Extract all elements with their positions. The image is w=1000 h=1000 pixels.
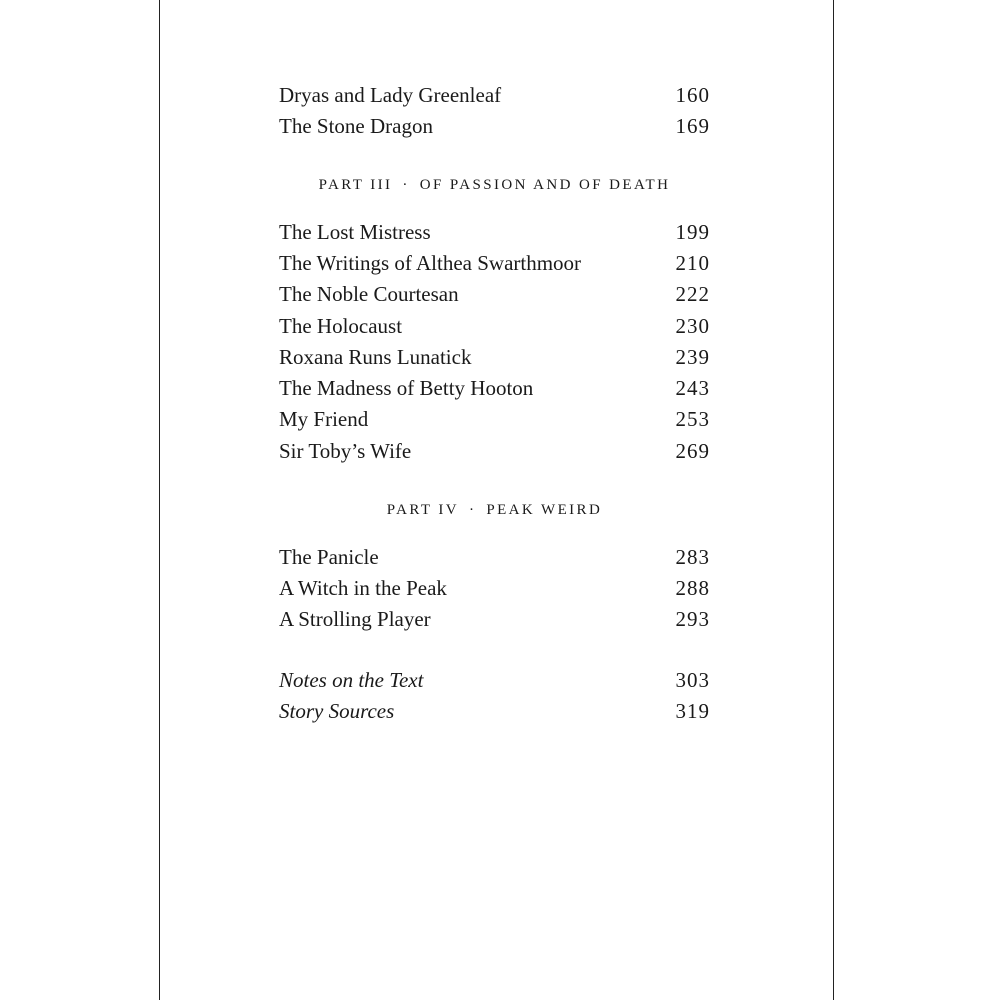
toc-entry-back-matter[interactable] [279, 696, 710, 726]
toc-entry-title: The Holocaust [279, 314, 403, 338]
toc-entry[interactable] [279, 342, 710, 372]
toc-entry-page: 288 [675, 576, 710, 600]
part-label: PART IV [386, 502, 459, 518]
toc-entry-title: My Friend [279, 407, 369, 431]
part-heading-4 [279, 498, 710, 522]
toc-entry-title: Roxana Runs Lunatick [279, 345, 472, 369]
toc-entry[interactable] [279, 373, 710, 403]
toc-entry-title: Notes on the Text [279, 668, 424, 692]
toc-entry-page: 269 [675, 439, 710, 463]
toc-entry[interactable] [279, 404, 710, 434]
toc-entry-title: The Stone Dragon [279, 114, 433, 138]
toc-entry-title: Story Sources [279, 699, 395, 723]
toc-entry-page: 303 [675, 668, 710, 692]
part-separator: · [468, 502, 477, 518]
part-separator: · [402, 177, 410, 193]
toc-entry-page: 319 [675, 699, 710, 723]
toc-entry-title: Dryas and Lady Greenleaf [279, 83, 502, 107]
toc-entry[interactable] [279, 248, 710, 278]
toc-entry-page: 199 [675, 220, 710, 244]
part-title: PEAK WEIRD [486, 502, 603, 518]
toc-entry-page: 283 [675, 545, 710, 569]
toc-entry-page: 253 [675, 407, 710, 431]
toc-entry[interactable] [279, 311, 710, 341]
toc-entry-title: Sir Toby’s Wife [279, 439, 412, 463]
part-label: PART III [318, 177, 393, 193]
toc-entry-title: The Noble Courtesan [279, 282, 459, 306]
toc-entry-title: A Strolling Player [279, 607, 431, 631]
toc-entry-page: 169 [675, 114, 710, 138]
table-of-contents [279, 0, 710, 1000]
toc-entry[interactable] [279, 573, 710, 603]
toc-entry[interactable] [279, 279, 710, 309]
toc-entry-page: 230 [675, 314, 710, 338]
toc-entry-page: 243 [675, 376, 710, 400]
toc-entry-page: 293 [675, 607, 710, 631]
toc-entry[interactable] [279, 80, 710, 110]
toc-entry-title: A Witch in the Peak [279, 576, 447, 600]
page-edge-left [159, 0, 160, 1000]
toc-entry-title: The Writings of Althea Swarthmoor [279, 251, 582, 275]
part-heading-3 [279, 173, 710, 197]
page-edge-right [833, 0, 834, 1000]
toc-entry-page: 239 [675, 345, 710, 369]
toc-entry-page: 222 [675, 282, 710, 306]
toc-entry[interactable] [279, 436, 710, 466]
toc-entry[interactable] [279, 604, 710, 634]
toc-entry-page: 160 [675, 83, 710, 107]
toc-entry-title: The Madness of Betty Hooton [279, 376, 534, 400]
toc-entry-page: 210 [675, 251, 710, 275]
toc-entry[interactable] [279, 217, 710, 247]
toc-entry-title: The Lost Mistress [279, 220, 431, 244]
part-title: OF PASSION AND OF DEATH [419, 177, 671, 193]
toc-entry[interactable] [279, 111, 710, 141]
toc-entry[interactable] [279, 542, 710, 572]
toc-entry-title: The Panicle [279, 545, 379, 569]
toc-entry-back-matter[interactable] [279, 665, 710, 695]
